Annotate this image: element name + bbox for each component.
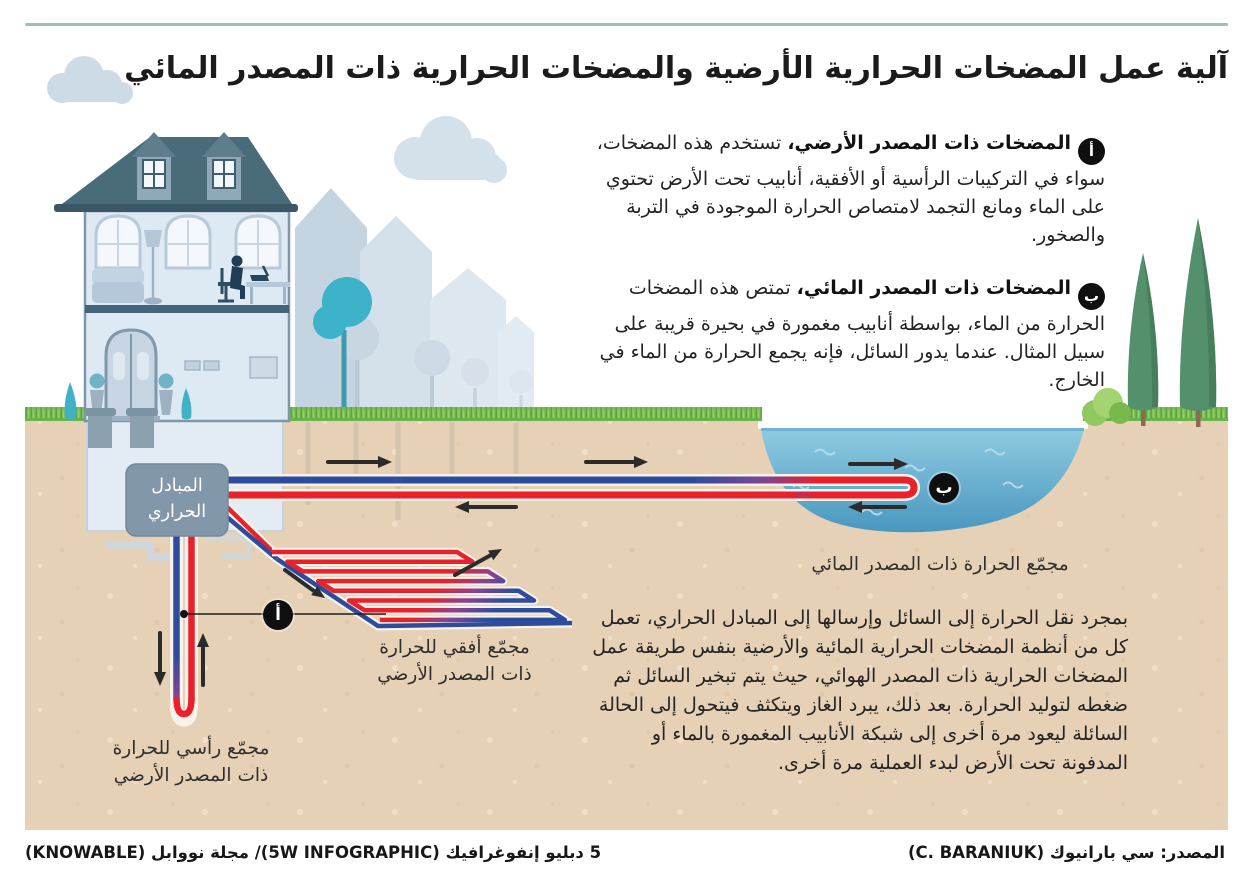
- paragraph-process: بمجرد نقل الحرارة إلى السائل وإرسالها إلى المبادل الحراري، تعمل كل من أنظمة المضخات الحرارية المائية والأرضية بنفس طريقة عمل المضخات الحرارية ذات المصدر الهوائي، حيث يتم تبخير السائل ثم ضغطه لتوليد الحرارة. بعد ذلك، يبرد الغاز ويتكثف فيتحول إلى الحالة السائلة ليعود مرة أخرى إلى شبكة الأنابيب المغمورة بالماء أو المدفونة تحت الأرض لبدء العملية مرة أخرى.: [592, 607, 1128, 774]
- water-source-body: تمتص هذه المضخات الحرارة من الماء، بواسطة أنابيب مغمورة في بحيرة قريبة على سبيل المثال. عندما يدور السائل، فإنه يجمع الحرارة من الماء في الخارج.: [599, 277, 1105, 391]
- diagram-marker-a: أ: [263, 600, 293, 630]
- footer-source: المصدر: سي بارانيوك (C. BARANIUK): [907, 843, 1225, 862]
- cloud-middle: [394, 116, 507, 183]
- diagram-marker-b: ب: [929, 473, 959, 503]
- front-door: [102, 330, 160, 421]
- water-collector-label: مجمّع الحرارة ذات المصدر المائي: [811, 554, 1069, 575]
- horizontal-collector-label: [342, 634, 567, 688]
- top-accent-rule: [25, 23, 1228, 26]
- sofa: [92, 268, 144, 303]
- paragraph-water-source: [580, 274, 1105, 394]
- page-title: آلية عمل المضخات الحرارية الأرضية والمضخات الحرارية ذات المصدر المائي: [124, 51, 1228, 86]
- ground-source-lead: المضخات ذات المصدر الأرضي،: [787, 132, 1071, 154]
- ground-source-body: تستخدم هذه المضخات، سواء في التركيبات الرأسية أو الأفقية، أنابيب تحت الأرض تحتوي على الماء ومانع التجمد لامتصاص الحرارة الموجودة في التربة والصخور.: [596, 132, 1105, 246]
- horizontal-collector-line2: ذات المصدر الأرضي: [377, 664, 532, 685]
- vertical-collector-line2: ذات المصدر الأرضي: [113, 765, 269, 786]
- marker-a-badge: أ: [1078, 138, 1105, 165]
- marker-b-badge: ب: [1078, 283, 1105, 310]
- vertical-collector-label: [92, 735, 290, 789]
- vertical-collector-line1: مجمّع رأسي للحرارة: [112, 738, 270, 759]
- heat-exchanger-line2: الحراري: [147, 502, 207, 522]
- horizontal-collector-line1: مجمّع أفقي للحرارة: [379, 637, 530, 658]
- heat-exchanger-line1: المبادل: [151, 476, 203, 496]
- upper-windows: [96, 216, 280, 268]
- footer-credit: 5 دبليو إنفوغرافيك (5W INFOGRAPHIC)/ مجلة نووابل (KNOWABLE): [25, 843, 602, 862]
- heat-exchanger-label: [127, 473, 227, 525]
- cypress-trees: [1128, 218, 1216, 427]
- floor-divider: [85, 305, 289, 313]
- water-source-lead: المضخات ذات المصدر المائي،: [796, 277, 1071, 299]
- roof: [54, 132, 298, 212]
- paragraph-ground-source: [580, 129, 1105, 249]
- laptop: [250, 275, 269, 281]
